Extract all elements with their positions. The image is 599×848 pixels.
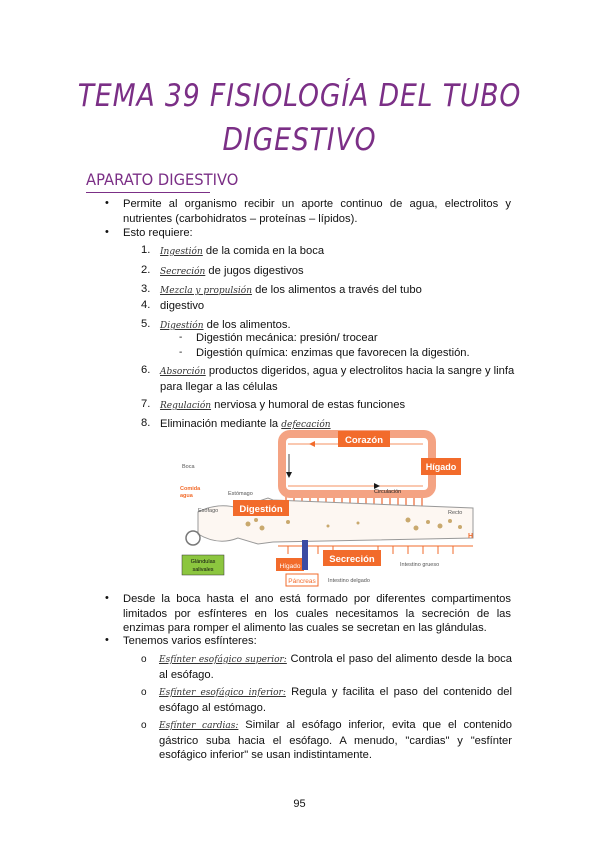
bullet-text: Desde la boca hasta el ano está formado por diferentes compartimentos limitados por esfínteres en los cuales necesitamos la secreción de las enzimas para romper el alimento las cuales se secretan en las glándulas. xyxy=(123,593,511,634)
o-bullet: o xyxy=(141,720,147,731)
keyword: Secreción xyxy=(160,267,206,277)
circulation-label: Circulación xyxy=(374,489,402,495)
o-bullet: o xyxy=(141,654,147,665)
secretion-label: Secreción xyxy=(329,554,375,565)
pancreas-label: Páncreas xyxy=(288,578,316,585)
keyword: Regulación xyxy=(160,401,212,411)
dash-marker: - xyxy=(179,347,183,358)
salivary-label: Glándulas xyxy=(190,559,216,565)
esophagus-label: Esófago xyxy=(198,508,219,514)
food-water-label: Comida xyxy=(180,486,201,492)
bullet-marker: • xyxy=(105,197,109,209)
page-title-line-2: DIGESTIVO xyxy=(222,122,377,158)
page-title-line-1: TEMA 39 FISIOLOGÍA DEL TUBO xyxy=(77,78,522,114)
keyword: Esfínter esofágico superior: xyxy=(159,655,287,665)
stomach-label: Estómago xyxy=(228,491,253,497)
large-intestine-label: Intestino grueso xyxy=(400,562,440,568)
sphincter-item: Esfínter esofágico superior: Controla el paso del alimento desde la boca al esófago. xyxy=(159,653,512,681)
keyword: Ingestión xyxy=(160,247,203,257)
mouth-label: Boca xyxy=(182,464,195,470)
section-underline xyxy=(86,192,210,193)
bullet-marker: • xyxy=(105,226,109,238)
keyword: Mezcla y propulsión xyxy=(160,286,253,296)
section-heading: APARATO DIGESTIVO xyxy=(86,170,239,189)
dash-marker: - xyxy=(179,332,183,343)
bullet-marker: • xyxy=(105,634,109,646)
liver-label-top: Hígado xyxy=(425,462,457,472)
svg-text:agua: agua xyxy=(180,493,193,499)
digestive-system-diagram xyxy=(178,428,478,588)
o-bullet: o xyxy=(141,687,147,698)
bullet-text: Esto requiere: xyxy=(123,227,193,239)
page-number: 95 xyxy=(293,798,306,810)
keyword: defecación xyxy=(281,420,331,430)
digestion-label: Digestión xyxy=(239,504,283,515)
sub-item: Digestión mecánica: presión/ trocear xyxy=(196,332,378,344)
small-intestine-label: Intestino delgado xyxy=(328,578,370,584)
bullet-marker: • xyxy=(105,592,109,604)
keyword: Digestión xyxy=(160,321,204,331)
heart-label: Corazón xyxy=(345,435,383,446)
bullet-text: Permite al organismo recibir un aporte continuo de agua, electrolitos y nutrientes (carbohidratos – proteínas – lípidos). xyxy=(123,198,511,225)
sphincter-item: Esfínter cardias: Similar al esófago inferior, evita que el contenido gástrico suba hacia el esófago. A menudo, "cardias" y "esfínter esofágico inferior" se usan indistintamente. xyxy=(159,719,513,761)
sub-item: Digestión química: enzimas que favorecen la digestión. xyxy=(196,347,470,359)
keyword: Esfínter cardias: xyxy=(159,721,239,731)
keyword: Esfínter esofágico inferior: xyxy=(159,688,286,698)
svg-text:salivales: salivales xyxy=(192,567,214,573)
h-label: H xyxy=(468,533,474,540)
rectum-label: Recto xyxy=(448,510,463,516)
sphincter-item: Esfínter esofágico inferior: Regula y facilita el paso del contenido del esófago al estómago. xyxy=(159,686,512,714)
bullet-text: Tenemos varios esfínteres: xyxy=(123,635,257,647)
liver-label-small: Hígado xyxy=(279,563,301,570)
keyword: Absorción xyxy=(160,367,206,377)
